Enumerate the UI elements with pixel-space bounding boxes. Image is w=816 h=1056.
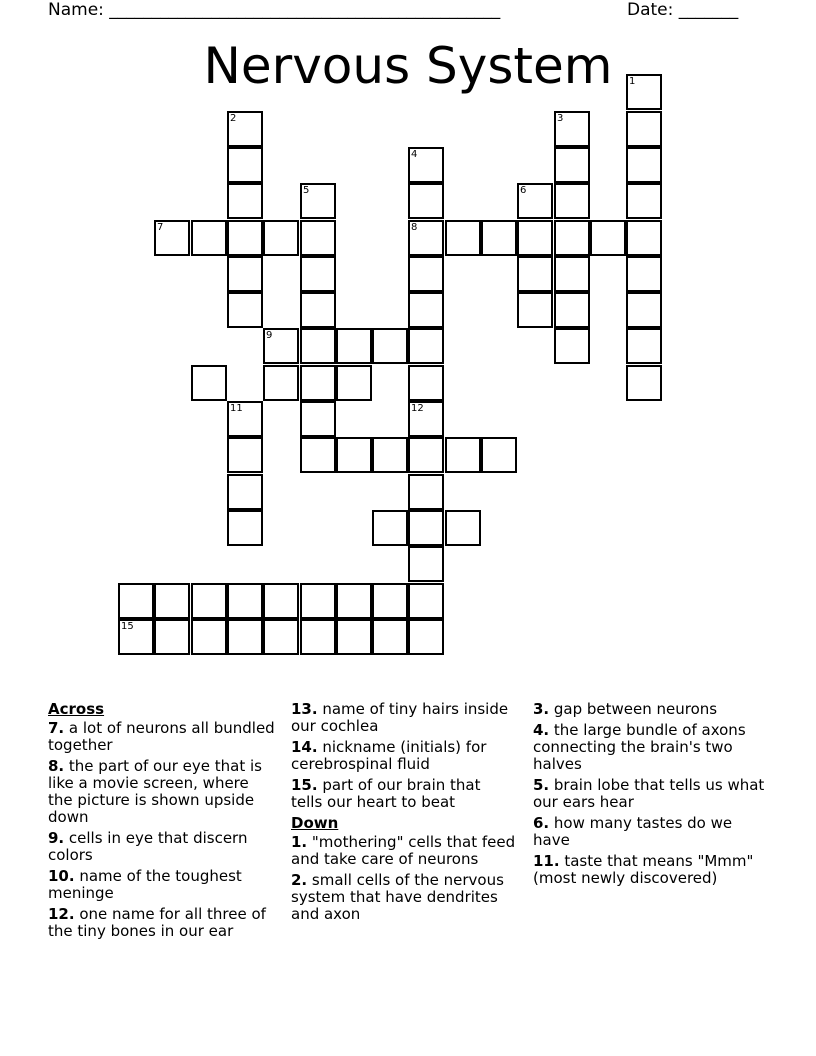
clue-number: 5. [533, 776, 550, 794]
cell-number: 1 [629, 76, 636, 87]
clue-down-2 [291, 872, 516, 923]
grid-cell[interactable] [227, 437, 263, 473]
cell-number: 9 [266, 330, 273, 341]
grid-cell[interactable] [372, 328, 408, 364]
grid-cell[interactable] [336, 437, 372, 473]
clue-text: name of tiny hairs inside our cochlea [291, 700, 509, 735]
grid-cell[interactable] [263, 619, 299, 655]
clue-text: small cells of the nervous system that have dendrites and axon [291, 871, 504, 923]
clue-number: 10. [48, 867, 75, 885]
grid-cell[interactable] [227, 220, 263, 256]
grid-cell[interactable] [300, 437, 336, 473]
clue-number: 7. [48, 719, 65, 737]
grid-cell[interactable] [626, 111, 662, 147]
grid-cell[interactable] [554, 328, 590, 364]
clue-across-10 [48, 868, 278, 902]
grid-cell[interactable] [408, 583, 444, 619]
grid-cell[interactable] [626, 292, 662, 328]
grid-cell[interactable] [263, 365, 299, 401]
grid-cell[interactable] [408, 292, 444, 328]
cell-number: 8 [411, 222, 418, 233]
grid-cell[interactable] [154, 619, 190, 655]
cell-number: 12 [411, 403, 424, 414]
grid-cell[interactable] [626, 256, 662, 292]
grid-cell[interactable] [227, 401, 263, 437]
grid-cell[interactable] [300, 365, 336, 401]
clue-down-6 [533, 815, 773, 849]
clue-across-8 [48, 758, 278, 826]
clues-column-1 [48, 701, 278, 944]
grid-cell[interactable] [590, 220, 626, 256]
grid-cell[interactable] [191, 365, 227, 401]
clue-number: 3. [533, 700, 550, 718]
grid-cell[interactable] [408, 437, 444, 473]
grid-cell[interactable] [408, 147, 444, 183]
grid-cell[interactable] [300, 328, 336, 364]
grid-cell[interactable] [408, 256, 444, 292]
clue-down-4 [533, 722, 773, 773]
clue-number: 13. [291, 700, 318, 718]
clue-text: brain lobe that tells us what our ears hear [533, 776, 765, 811]
grid-cell[interactable] [336, 619, 372, 655]
grid-cell[interactable] [227, 256, 263, 292]
grid-cell[interactable] [408, 474, 444, 510]
grid-cell[interactable] [191, 583, 227, 619]
grid-cell[interactable] [408, 328, 444, 364]
across-heading: Across [48, 700, 105, 718]
clue-number: 12. [48, 905, 75, 923]
grid-cell[interactable] [554, 220, 590, 256]
clue-text: nickname (initials) for cerebrospinal fluid [291, 738, 487, 773]
grid-cell[interactable] [626, 328, 662, 364]
clue-number: 9. [48, 829, 65, 847]
cell-number: 3 [557, 113, 564, 124]
grid-cell[interactable] [408, 619, 444, 655]
clues-column-3 [533, 701, 773, 891]
clue-text: "mothering" cells that feed and take care of neurons [291, 833, 516, 868]
clue-text: a lot of neurons all bundled together [48, 719, 275, 754]
grid-cell[interactable] [300, 401, 336, 437]
down-heading: Down [291, 814, 339, 832]
grid-cell[interactable] [191, 619, 227, 655]
grid-cell[interactable] [408, 546, 444, 582]
grid-cell[interactable] [118, 583, 154, 619]
grid-cell[interactable] [517, 292, 553, 328]
grid-cell[interactable] [118, 619, 154, 655]
cell-number: 4 [411, 149, 418, 160]
grid-cell[interactable] [554, 256, 590, 292]
grid-cell[interactable] [554, 147, 590, 183]
clue-number: 1. [291, 833, 308, 851]
cell-number: 11 [230, 403, 243, 414]
grid-cell[interactable] [300, 583, 336, 619]
grid-cell[interactable] [227, 583, 263, 619]
grid-cell[interactable] [517, 220, 553, 256]
clue-number: 2. [291, 871, 308, 889]
grid-cell[interactable] [445, 437, 481, 473]
clue-text: the large bundle of axons connecting the brain's two halves [533, 721, 746, 773]
clue-across-14 [291, 739, 516, 773]
grid-cell[interactable] [227, 619, 263, 655]
grid-cell[interactable] [517, 183, 553, 219]
grid-cell[interactable] [408, 365, 444, 401]
grid-cell[interactable] [626, 74, 662, 110]
grid-cell[interactable] [626, 147, 662, 183]
clue-number: 4. [533, 721, 550, 739]
name-line: Name: ______________________________________________ [48, 0, 501, 20]
clue-number: 11. [533, 852, 560, 870]
grid-cell[interactable] [554, 292, 590, 328]
grid-cell[interactable] [336, 328, 372, 364]
grid-cell[interactable] [626, 365, 662, 401]
grid-cell[interactable] [191, 220, 227, 256]
grid-cell[interactable] [227, 147, 263, 183]
grid-cell[interactable] [408, 183, 444, 219]
clue-number: 15. [291, 776, 318, 794]
clue-text: gap between neurons [549, 700, 718, 718]
clue-number: 6. [533, 814, 550, 832]
clue-number: 8. [48, 757, 65, 775]
clue-across-12 [48, 906, 278, 940]
date-line: Date: _______ [627, 0, 739, 20]
clue-across-15 [291, 777, 516, 811]
cell-number: 15 [121, 621, 134, 632]
grid-cell[interactable] [372, 437, 408, 473]
grid-cell[interactable] [554, 183, 590, 219]
grid-cell[interactable] [300, 619, 336, 655]
clue-down-5 [533, 777, 773, 811]
clue-text: one name for all three of the tiny bones in our ear [48, 905, 266, 940]
grid-cell[interactable] [300, 256, 336, 292]
clue-text: how many tastes do we have [533, 814, 733, 849]
grid-cell[interactable] [263, 328, 299, 364]
grid-cell[interactable] [300, 183, 336, 219]
grid-cell[interactable] [336, 365, 372, 401]
clue-number: 14. [291, 738, 318, 756]
grid-cell[interactable] [227, 111, 263, 147]
grid-cell[interactable] [554, 111, 590, 147]
grid-cell[interactable] [372, 583, 408, 619]
grid-cell[interactable] [408, 401, 444, 437]
clue-down-3 [533, 701, 773, 718]
cell-number: 7 [157, 222, 164, 233]
clue-text: taste that means "Mmm" (most newly discovered) [533, 852, 754, 887]
clue-text: cells in eye that discern colors [48, 829, 248, 864]
clue-across-7 [48, 720, 278, 754]
grid-cell[interactable] [626, 220, 662, 256]
clues-column-2 [291, 701, 516, 927]
grid-cell[interactable] [445, 510, 481, 546]
grid-cell[interactable] [372, 510, 408, 546]
grid-cell[interactable] [227, 292, 263, 328]
grid-cell[interactable] [481, 220, 517, 256]
grid-cell[interactable] [517, 256, 553, 292]
grid-cell[interactable] [445, 220, 481, 256]
grid-cell[interactable] [300, 292, 336, 328]
grid-cell[interactable] [227, 474, 263, 510]
grid-cell[interactable] [626, 183, 662, 219]
grid-cell[interactable] [481, 437, 517, 473]
clue-down-11 [533, 853, 773, 887]
grid-cell[interactable] [263, 220, 299, 256]
clue-down-1 [291, 834, 516, 868]
grid-cell[interactable] [372, 619, 408, 655]
grid-cell[interactable] [154, 220, 190, 256]
grid-cell[interactable] [227, 183, 263, 219]
cell-number: 6 [520, 185, 527, 196]
clue-text: the part of our eye that is like a movie screen, where the picture is shown upside down [48, 757, 262, 826]
clue-across-9 [48, 830, 278, 864]
grid-cell[interactable] [154, 583, 190, 619]
grid-cell[interactable] [408, 510, 444, 546]
grid-cell[interactable] [408, 220, 444, 256]
grid-cell[interactable] [300, 220, 336, 256]
grid-cell[interactable] [227, 510, 263, 546]
clue-text: name of the toughest meninge [48, 867, 242, 902]
page-title: Nervous System [203, 37, 613, 95]
grid-cell[interactable] [336, 583, 372, 619]
cell-number: 2 [230, 113, 237, 124]
grid-cell[interactable] [263, 583, 299, 619]
clue-text: part of our brain that tells our heart to beat [291, 776, 481, 811]
clue-across-13 [291, 701, 516, 735]
cell-number: 5 [303, 185, 310, 196]
